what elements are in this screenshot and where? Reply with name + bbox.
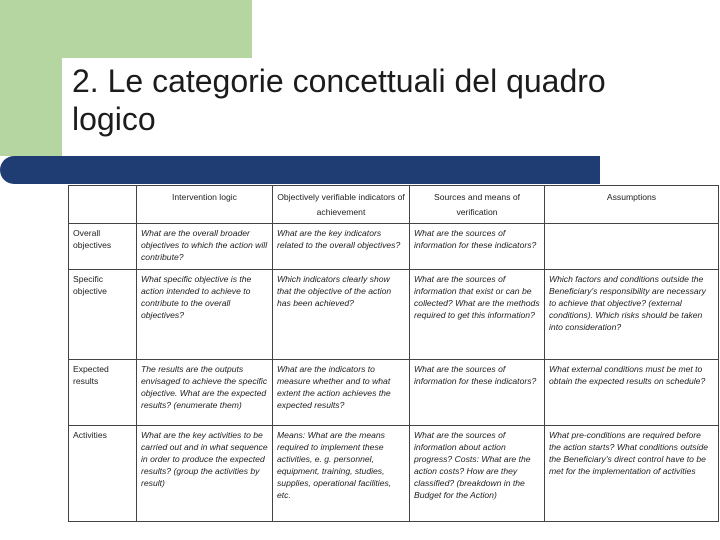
table-cell: What are the sources of information that exist or can be collected? What are the methods required to get this information? xyxy=(410,270,545,360)
table-cell: What are the key indicators related to the overall objectives? xyxy=(273,224,410,270)
table-cell: What are the key activities to be carried out and in what sequence in order to produce the expected results? (group the activities by result) xyxy=(137,426,273,522)
table-cell xyxy=(545,224,719,270)
table-cell: What are the sources of information for these indicators? xyxy=(410,360,545,426)
table-cell: What are the sources of information for these indicators? xyxy=(410,224,545,270)
table-cell: What pre-conditions are required before the action starts? What conditions outside the Beneficiary's direct control have to be met for the implementation of activities xyxy=(545,426,719,522)
header-sources: Sources and means of verification xyxy=(410,186,545,224)
decorative-navy-bar xyxy=(0,156,600,184)
table-header-row xyxy=(69,186,719,224)
slide-title: 2. Le categorie concettuali del quadro logico xyxy=(72,63,606,137)
row-label: Overall objectives xyxy=(69,224,137,270)
logframe-table xyxy=(68,185,719,522)
table-cell: What are the sources of information about action progress? Costs: What are the action costs? How are they classified? (breakdown in the Budget for the Action) xyxy=(410,426,545,522)
header-assumptions: Assumptions xyxy=(545,186,719,224)
table-row xyxy=(69,360,719,426)
header-cell-empty xyxy=(69,186,137,224)
header-intervention-logic: Intervention logic xyxy=(137,186,273,224)
table-cell: What are the overall broader objectives to which the action will contribute? xyxy=(137,224,273,270)
row-label: Activities xyxy=(69,426,137,522)
header-indicators: Objectively verifiable indicators of achievement xyxy=(273,186,410,224)
table-cell: Which factors and conditions outside the Beneficiary's responsibility are necessary to achieve that objective? (external conditions). Which risks should be taken into consideration? xyxy=(545,270,719,360)
table-cell: Means: What are the means required to implement these activities, e. g. personnel, equipment, training, studies, supplies, operational facilities, etc. xyxy=(273,426,410,522)
table-cell: What are the indicators to measure whether and to what extent the action achieves the expected results? xyxy=(273,360,410,426)
row-label: Expected results xyxy=(69,360,137,426)
table-cell: What external conditions must be met to obtain the expected results on schedule? xyxy=(545,360,719,426)
table-cell: Which indicators clearly show that the objective of the action has been achieved? xyxy=(273,270,410,360)
table-cell: What specific objective is the action intended to achieve to contribute to the overall objectives? xyxy=(137,270,273,360)
row-label: Specific objective xyxy=(69,270,137,360)
table-row xyxy=(69,426,719,522)
table-cell: The results are the outputs envisaged to achieve the specific objective. What are the expected results? (enumerate them) xyxy=(137,360,273,426)
table-row xyxy=(69,224,719,270)
table-row xyxy=(69,270,719,360)
